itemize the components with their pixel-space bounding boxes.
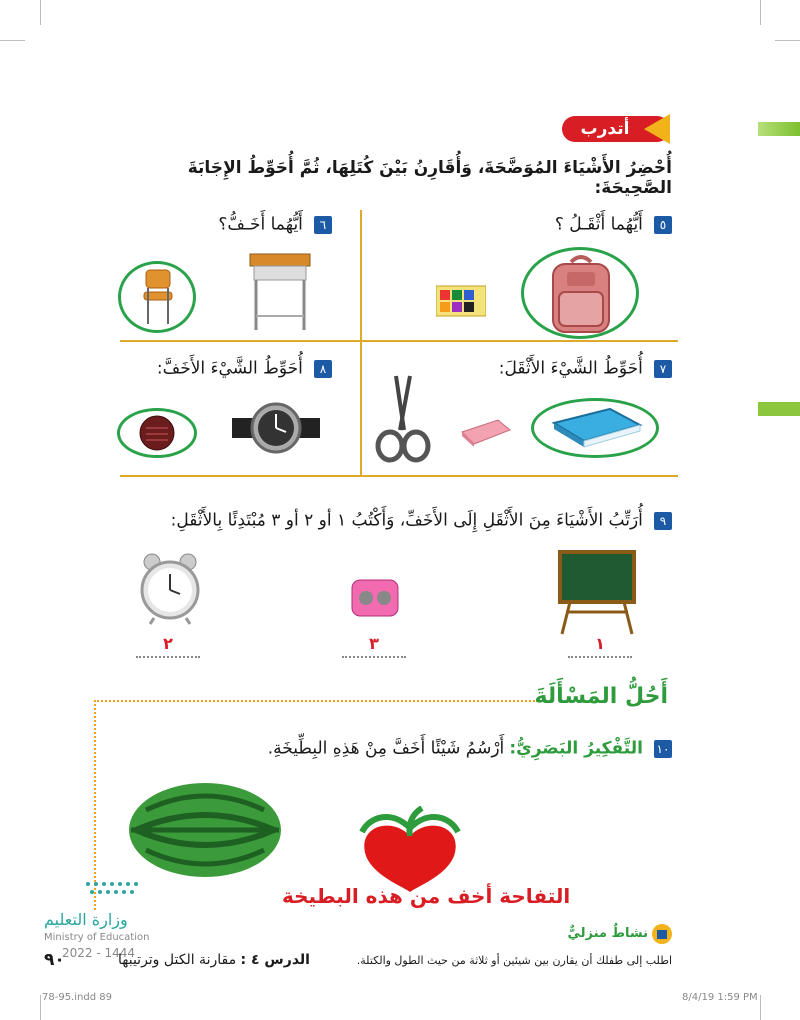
question-text: أَيُّهُما أَخَـفُّ؟	[218, 214, 303, 235]
crop-mark	[0, 40, 25, 41]
answer-clock: ٢	[163, 634, 173, 653]
crop-mark	[40, 0, 41, 25]
question-number: ٥	[654, 216, 672, 234]
alarm-clock-image	[138, 552, 202, 626]
eraser-image	[458, 418, 512, 448]
answer-line	[342, 656, 406, 658]
answer-line	[136, 656, 200, 658]
crop-mark	[40, 995, 41, 1020]
logo-dots-icon	[82, 878, 146, 900]
question-number: ٩	[654, 512, 672, 530]
divider	[120, 340, 678, 342]
question-number: ١٠	[654, 740, 672, 758]
answer-note: التفاحة أخف من هذه البطيخة	[282, 884, 571, 908]
watch-image	[232, 400, 320, 456]
question-number: ٦	[314, 216, 332, 234]
home-activity-text: اطلب إلى طفلك أن يقارن بين شيئين أو ثلاثة من حيث الطول والكتلة.	[356, 954, 672, 967]
home-activity-label: نشاطٌ منزليٌّ	[567, 926, 648, 941]
backpack-image	[545, 252, 617, 336]
section-title: أَحُلُّ المَسْأَلَةَ	[534, 684, 668, 709]
question-text: أَرْسُمُ شَيْئًا أَخَفَّ مِنْ هَذِهِ البِطِّيخَةِ.	[267, 738, 505, 759]
house-icon	[657, 930, 667, 939]
crop-mark	[775, 40, 800, 41]
practice-badge: أتدرب	[562, 116, 670, 142]
badge-arrow-icon	[644, 114, 670, 144]
watermelon-image	[126, 780, 284, 880]
question-text: أُحَوِّطُ الشَّيْءَ الأَثْقَلَ:	[498, 358, 643, 379]
home-activity-icon	[652, 924, 672, 944]
section-border-top	[94, 700, 538, 702]
drawn-apple-image	[352, 806, 468, 894]
question-label: التَّفْكِيرُ البَصَرِيُّ:	[509, 738, 643, 759]
question-6	[218, 214, 332, 235]
chalkboard-image	[556, 550, 638, 636]
file-info-left: 78-95.indd 89	[42, 992, 112, 1003]
book-image	[548, 405, 644, 449]
answer-board: ١	[595, 634, 605, 653]
question-7	[499, 358, 672, 379]
side-tab	[758, 402, 800, 416]
crop-mark	[760, 995, 761, 1020]
sharpener-image	[348, 572, 402, 620]
ministry-name: وزارة التعليم	[44, 910, 128, 929]
divider	[360, 210, 362, 476]
paint-box-image	[436, 282, 486, 318]
lesson-label: الدرس ٤ :	[240, 952, 310, 968]
edition-year: 2022 - 1444	[62, 946, 136, 960]
question-10	[112, 738, 672, 759]
question-9	[112, 510, 672, 531]
instruction-text: أُحْضِرُ الأَشْيَاءَ المُوَضَّحَةَ، وَأُقَارِنُ بَيْنَ كُتَلِهَا، ثُمَّ أُحَوِّطُ الإِجَابَةَ الصَّحِيحَةَ:	[187, 158, 672, 198]
question-number: ٨	[314, 360, 332, 378]
chair-image	[138, 268, 178, 326]
question-text: أُرَتِّبُ الأَشْيَاءَ مِنَ الأَثْقَلِ إِلَى الأَخَفِّ، وَأَكْتُبُ ١ أو ٢ أو ٣ مُبْتَدِئًا بِالأَثْقَلِ:	[170, 510, 643, 531]
lesson-footer	[118, 952, 310, 968]
question-text: أُحَوِّطُ الشَّيْءَ الأَخَفَّ:	[156, 358, 303, 379]
ministry-logo	[82, 878, 146, 900]
question-5	[555, 214, 672, 235]
desk-image	[248, 252, 312, 332]
ministry-name-en: Ministry of Education	[44, 932, 150, 943]
button-image	[138, 414, 176, 452]
question-number: ٧	[654, 360, 672, 378]
answer-line	[568, 656, 632, 658]
question-text: أَيُّهُما أَثْقَـلُ ؟	[554, 214, 643, 235]
question-8	[157, 358, 332, 379]
scissors-image	[374, 372, 432, 464]
page-number: ٩٠	[44, 950, 65, 970]
file-info-right: 8/4/19 1:59 PM	[682, 992, 758, 1003]
side-tab	[758, 122, 800, 136]
answer-sharpener: ٣	[369, 634, 379, 653]
lesson-title: مقارنة الكتل وترتيبها	[118, 952, 237, 968]
divider	[120, 475, 678, 477]
crop-mark	[760, 0, 761, 25]
